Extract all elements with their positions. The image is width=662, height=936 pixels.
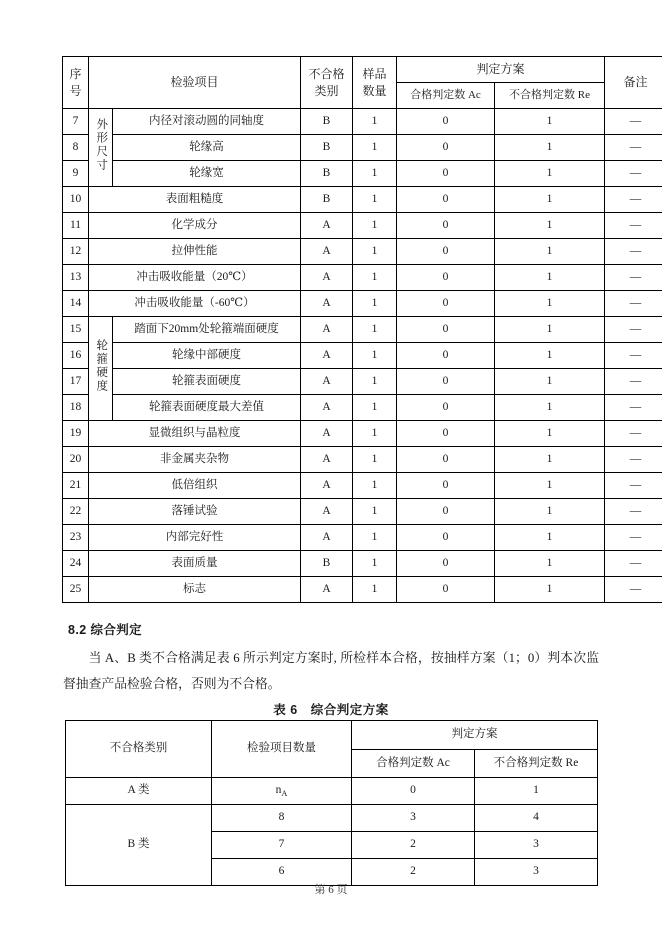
cell-sequence-no: 18 [63, 395, 89, 421]
cell-reject-number: 1 [495, 109, 605, 135]
cell-sample-quantity: 1 [353, 499, 397, 525]
cell-inspection-item: 轮缘高 [113, 135, 301, 161]
header-sequence-line1: 序 [69, 67, 82, 82]
cell-sequence-no: 10 [63, 187, 89, 213]
cell-sample-quantity: 1 [353, 213, 397, 239]
table-row [63, 369, 662, 395]
cell-accept-number: 0 [397, 291, 495, 317]
cell-remark: — [605, 447, 662, 473]
cell-remark: — [605, 577, 662, 603]
header-judgement-plan: 判定方案 [397, 57, 605, 83]
cell-sequence-no: 25 [63, 577, 89, 603]
table6-row [66, 805, 598, 832]
table-header-row-1 [63, 57, 662, 83]
cell-sequence-no: 16 [63, 343, 89, 369]
t6-header-reject-number: 不合格判定数 Re [475, 749, 598, 778]
cell-remark: — [605, 239, 662, 265]
cell-reject-number: 1 [495, 317, 605, 343]
cell-sequence-no: 11 [63, 213, 89, 239]
cell-sequence-no: 22 [63, 499, 89, 525]
t6-cell-reject-number: 4 [475, 805, 598, 832]
cell-inspection-item: 表面质量 [89, 551, 301, 577]
cell-remark: — [605, 187, 662, 213]
cell-inspection-item: 轮箍表面硬度 [113, 369, 301, 395]
cell-remark: — [605, 499, 662, 525]
cell-reject-number: 1 [495, 213, 605, 239]
cell-accept-number: 0 [397, 317, 495, 343]
cell-reject-number: 1 [495, 551, 605, 577]
t6-cell-reject-number: 3 [475, 859, 598, 886]
t6-cell-category: B 类 [66, 805, 212, 886]
cell-sequence-no: 23 [63, 525, 89, 551]
cell-remark: — [605, 291, 662, 317]
t6-cell-reject-number: 1 [475, 778, 598, 805]
t6-cell-accept-number: 0 [352, 778, 475, 805]
cell-inspection-item: 低倍组织 [89, 473, 301, 499]
cell-nonconformity-category: A [301, 317, 353, 343]
table-row [63, 291, 662, 317]
cell-reject-number: 1 [495, 135, 605, 161]
table6-header [66, 721, 598, 778]
comprehensive-judgement-table [65, 720, 598, 886]
cell-accept-number: 0 [397, 499, 495, 525]
cell-sample-quantity: 1 [353, 109, 397, 135]
cell-inspection-item: 落锤试验 [89, 499, 301, 525]
cell-sample-quantity: 1 [353, 239, 397, 265]
cell-accept-number: 0 [397, 109, 495, 135]
header-sequence-no [63, 57, 89, 109]
cell-remark: — [605, 525, 662, 551]
cell-nonconformity-category: A [301, 447, 353, 473]
t6-cell-accept-number: 3 [352, 805, 475, 832]
header-nonconformity-category [301, 57, 353, 109]
cell-nonconformity-category: B [301, 109, 353, 135]
cell-accept-number: 0 [397, 343, 495, 369]
t6-header-item-count: 检验项目数量 [212, 721, 352, 778]
inspection-items-table [62, 56, 662, 603]
table-row [63, 343, 662, 369]
group-label-text: 外形尺寸 [95, 118, 108, 173]
cell-inspection-item: 非金属夹杂物 [89, 447, 301, 473]
table-row [63, 525, 662, 551]
t6-cell-item-count: 8 [212, 805, 352, 832]
cell-accept-number: 0 [397, 239, 495, 265]
cell-remark: — [605, 317, 662, 343]
t6-cell-reject-number: 3 [475, 832, 598, 859]
cell-reject-number: 1 [495, 473, 605, 499]
section-heading-8-2: 8.2 综合判定 [68, 623, 143, 637]
page-number-footer: 第 6 页 [314, 884, 348, 896]
table-row [63, 239, 662, 265]
table-row [63, 577, 662, 603]
table-row [63, 395, 662, 421]
table-row [63, 473, 662, 499]
header-quantity-line2: 数量 [362, 83, 387, 98]
cell-reject-number: 1 [495, 395, 605, 421]
cell-reject-number: 1 [495, 161, 605, 187]
cell-accept-number: 0 [397, 525, 495, 551]
cell-reject-number: 1 [495, 369, 605, 395]
cell-nonconformity-category: B [301, 135, 353, 161]
cell-accept-number: 0 [397, 369, 495, 395]
cell-inspection-item: 冲击吸收能量（-60℃） [89, 291, 301, 317]
table-row [63, 187, 662, 213]
t6-cell-accept-number: 2 [352, 832, 475, 859]
cell-reject-number: 1 [495, 577, 605, 603]
cell-sample-quantity: 1 [353, 395, 397, 421]
cell-sequence-no: 14 [63, 291, 89, 317]
cell-sample-quantity: 1 [353, 187, 397, 213]
cell-reject-number: 1 [495, 291, 605, 317]
cell-remark: — [605, 551, 662, 577]
cell-accept-number: 0 [397, 265, 495, 291]
cell-accept-number: 0 [397, 161, 495, 187]
table-row [63, 265, 662, 291]
cell-inspection-item: 轮缘中部硬度 [113, 343, 301, 369]
header-accept-number: 合格判定数 Ac [397, 83, 495, 109]
cell-sequence-no: 13 [63, 265, 89, 291]
t6-cell-item-count: 7 [212, 832, 352, 859]
t6-header-category: 不合格类别 [66, 721, 212, 778]
section-body-paragraph: 当 A、B 类不合格满足表 6 所示判定方案时, 所检样本合格，按抽样方案（1；0）判本次监督抽查产品检验合格，否则为不合格。 [63, 651, 599, 692]
table-row [63, 135, 662, 161]
cell-inspection-item: 内部完好性 [89, 525, 301, 551]
header-category-line1: 不合格 [308, 67, 345, 82]
t6-cell-accept-number: 2 [352, 859, 475, 886]
cell-reject-number: 1 [495, 447, 605, 473]
cell-remark: — [605, 265, 662, 291]
t6-cell-item-count-subscript: A [281, 788, 288, 798]
cell-sequence-no: 8 [63, 135, 89, 161]
table-row [63, 551, 662, 577]
header-sequence-line2: 号 [69, 83, 82, 98]
cell-nonconformity-category: A [301, 369, 353, 395]
table6-body [66, 778, 598, 886]
cell-inspection-item: 表面粗糙度 [89, 187, 301, 213]
cell-remark: — [605, 421, 662, 447]
cell-accept-number: 0 [397, 421, 495, 447]
cell-accept-number: 0 [397, 395, 495, 421]
cell-sample-quantity: 1 [353, 317, 397, 343]
t6-header-accept-number: 合格判定数 Ac [352, 749, 475, 778]
table-body [63, 109, 662, 603]
cell-sample-quantity: 1 [353, 343, 397, 369]
cell-accept-number: 0 [397, 473, 495, 499]
table6-caption: 表 6 综合判定方案 [273, 703, 389, 717]
table6-row [66, 778, 598, 805]
table-header [63, 57, 662, 109]
cell-sample-quantity: 1 [353, 291, 397, 317]
table-row [63, 317, 662, 343]
cell-sequence-no: 12 [63, 239, 89, 265]
cell-inspection-item: 轮缘宽 [113, 161, 301, 187]
group-label-text: 轮箍硬度 [95, 339, 108, 394]
cell-sample-quantity: 1 [353, 447, 397, 473]
cell-nonconformity-category: A [301, 395, 353, 421]
cell-sample-quantity: 1 [353, 525, 397, 551]
cell-reject-number: 1 [495, 343, 605, 369]
t6-cell-item-count: 6 [212, 859, 352, 886]
cell-remark: — [605, 473, 662, 499]
cell-sequence-no: 9 [63, 161, 89, 187]
cell-reject-number: 1 [495, 239, 605, 265]
cell-sequence-no: 19 [63, 421, 89, 447]
cell-nonconformity-category: B [301, 551, 353, 577]
cell-remark: — [605, 109, 662, 135]
cell-remark: — [605, 395, 662, 421]
cell-sequence-no: 24 [63, 551, 89, 577]
header-remark: 备注 [605, 57, 662, 109]
header-inspection-item: 检验项目 [89, 57, 301, 109]
cell-inspection-item: 内径对滚动圆的同轴度 [113, 109, 301, 135]
cell-sample-quantity: 1 [353, 577, 397, 603]
table-row [63, 213, 662, 239]
cell-nonconformity-category: A [301, 213, 353, 239]
cell-reject-number: 1 [495, 421, 605, 447]
cell-nonconformity-category: A [301, 421, 353, 447]
cell-nonconformity-category: A [301, 343, 353, 369]
cell-sample-quantity: 1 [353, 473, 397, 499]
cell-remark: — [605, 343, 662, 369]
cell-nonconformity-category: A [301, 291, 353, 317]
cell-inspection-item: 轮箍表面硬度最大差值 [113, 395, 301, 421]
cell-accept-number: 0 [397, 213, 495, 239]
t6-cell-category: A 类 [66, 778, 212, 805]
cell-reject-number: 1 [495, 187, 605, 213]
cell-nonconformity-category: B [301, 161, 353, 187]
header-quantity-line1: 样品 [362, 67, 387, 82]
cell-inspection-item: 标志 [89, 577, 301, 603]
cell-accept-number: 0 [397, 135, 495, 161]
cell-remark: — [605, 213, 662, 239]
cell-sample-quantity: 1 [353, 135, 397, 161]
cell-accept-number: 0 [397, 577, 495, 603]
cell-remark: — [605, 161, 662, 187]
header-sample-quantity [353, 57, 397, 109]
cell-reject-number: 1 [495, 499, 605, 525]
cell-inspection-item: 踏面下20mm处轮箍端面硬度 [113, 317, 301, 343]
cell-sequence-no: 15 [63, 317, 89, 343]
cell-sequence-no: 20 [63, 447, 89, 473]
cell-accept-number: 0 [397, 447, 495, 473]
cell-nonconformity-category: A [301, 525, 353, 551]
cell-inspection-item: 冲击吸收能量（20℃） [89, 265, 301, 291]
cell-inspection-item: 显微组织与晶粒度 [89, 421, 301, 447]
cell-sample-quantity: 1 [353, 421, 397, 447]
t6-cell-item-count: $n_A$ [212, 778, 352, 805]
table-row [63, 499, 662, 525]
cell-group-label [89, 109, 113, 187]
cell-inspection-item: 拉伸性能 [89, 239, 301, 265]
cell-group-label [89, 317, 113, 421]
cell-accept-number: 0 [397, 187, 495, 213]
header-category-line2: 类别 [314, 83, 339, 98]
t6-header-judgement-plan: 判定方案 [352, 721, 598, 750]
table-row [63, 447, 662, 473]
cell-sequence-no: 17 [63, 369, 89, 395]
table-row [63, 421, 662, 447]
cell-inspection-item: 化学成分 [89, 213, 301, 239]
header-reject-number: 不合格判定数 Re [495, 83, 605, 109]
cell-reject-number: 1 [495, 265, 605, 291]
cell-sample-quantity: 1 [353, 161, 397, 187]
cell-sample-quantity: 1 [353, 551, 397, 577]
table-row [63, 109, 662, 135]
table-row [63, 161, 662, 187]
cell-sequence-no: 21 [63, 473, 89, 499]
cell-nonconformity-category: A [301, 499, 353, 525]
cell-remark: — [605, 135, 662, 161]
cell-nonconformity-category: A [301, 473, 353, 499]
cell-nonconformity-category: B [301, 187, 353, 213]
cell-sample-quantity: 1 [353, 265, 397, 291]
cell-sample-quantity: 1 [353, 369, 397, 395]
cell-nonconformity-category: A [301, 239, 353, 265]
table6-header-row-1 [66, 721, 598, 750]
cell-sequence-no: 7 [63, 109, 89, 135]
cell-nonconformity-category: A [301, 265, 353, 291]
cell-nonconformity-category: A [301, 577, 353, 603]
cell-accept-number: 0 [397, 551, 495, 577]
cell-reject-number: 1 [495, 525, 605, 551]
cell-remark: — [605, 369, 662, 395]
